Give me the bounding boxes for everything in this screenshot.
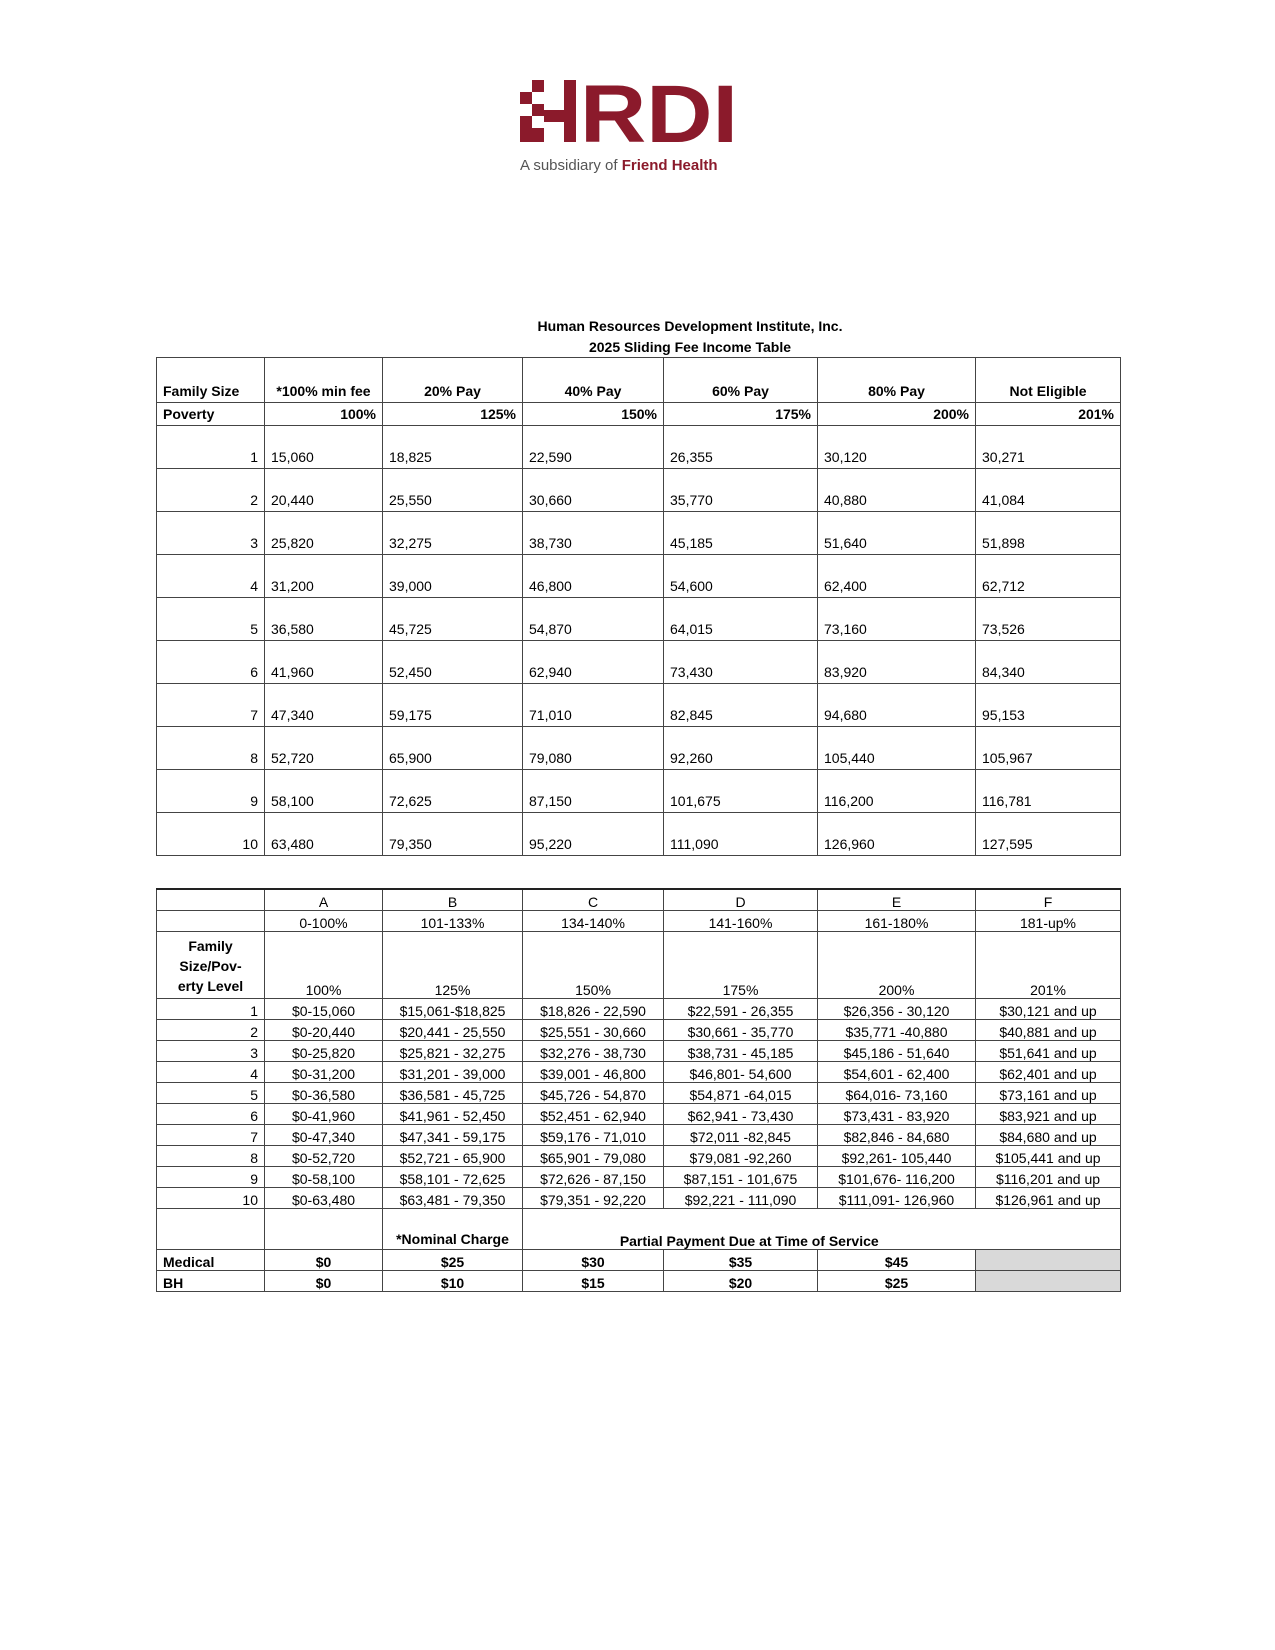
fee-range-cell: 181-up%: [976, 911, 1121, 932]
fee-range-value: $84,680 and up: [976, 1125, 1121, 1146]
poverty-level-cell: 150%: [523, 403, 664, 426]
table-row: [157, 1062, 1121, 1083]
income-cell: 72,625: [383, 770, 523, 813]
fee-range-value: $0-41,960: [265, 1104, 383, 1125]
fee-letter-cell: A: [265, 889, 383, 911]
fee-range-value: $59,176 - 71,010: [523, 1125, 664, 1146]
fee-level-cell: 100%: [265, 932, 383, 999]
fee-level-row: [157, 932, 1121, 999]
fee-range-value: $101,676- 116,200: [818, 1167, 976, 1188]
income-cell: 64,015: [664, 598, 818, 641]
income-cell: 31,200: [265, 555, 383, 598]
payment-row-label: Medical: [157, 1250, 265, 1271]
payment-amount-cell: $30: [523, 1250, 664, 1271]
fee-range-cell: 101-133%: [383, 911, 523, 932]
fee-range-value: $39,001 - 46,800: [523, 1062, 664, 1083]
income-cell: 25,820: [265, 512, 383, 555]
poverty-level-cell: 175%: [664, 403, 818, 426]
family-size-cell: 8: [157, 727, 265, 770]
fee-range-value: $0-20,440: [265, 1020, 383, 1041]
income-header-cell: *100% min fee: [265, 358, 383, 403]
income-cell: 52,720: [265, 727, 383, 770]
table-row: [157, 1188, 1121, 1209]
fee-range-value: $79,081 -92,260: [664, 1146, 818, 1167]
income-cell: 59,175: [383, 684, 523, 727]
family-size-level-label: Family Size/Pov-erty Level: [157, 932, 265, 999]
payment-amount-cell: $0: [265, 1271, 383, 1292]
family-size-cell: 2: [157, 469, 265, 512]
fee-range-value: $0-25,820: [265, 1041, 383, 1062]
empty-cell: [157, 1209, 265, 1250]
fee-range-value: $40,881 and up: [976, 1020, 1121, 1041]
fee-range-value: $92,261- 105,440: [818, 1146, 976, 1167]
fee-level-cell: 150%: [523, 932, 664, 999]
payment-amount-cell: $35: [664, 1250, 818, 1271]
table-row: [157, 469, 1121, 512]
income-cell: 25,550: [383, 469, 523, 512]
income-cell: 45,725: [383, 598, 523, 641]
payment-amount-cell: $25: [383, 1250, 523, 1271]
income-cell: 105,967: [976, 727, 1121, 770]
logo-letters: RDI: [579, 78, 738, 160]
fee-level-cell: 201%: [976, 932, 1121, 999]
fee-range-value: $25,821 - 32,275: [383, 1041, 523, 1062]
family-size-cell: 4: [157, 1062, 265, 1083]
income-header-row: [157, 358, 1121, 403]
fee-range-value: $51,641 and up: [976, 1041, 1121, 1062]
fee-range-value: $45,726 - 54,870: [523, 1083, 664, 1104]
income-cell: 111,090: [664, 813, 818, 856]
fee-range-value: $105,441 and up: [976, 1146, 1121, 1167]
income-cell: 79,350: [383, 813, 523, 856]
income-cell: 30,120: [818, 426, 976, 469]
fee-range-value: $0-47,340: [265, 1125, 383, 1146]
table-row: [157, 727, 1121, 770]
income-header-cell: 60% Pay: [664, 358, 818, 403]
fee-range-value: $63,481 - 79,350: [383, 1188, 523, 1209]
income-cell: 82,845: [664, 684, 818, 727]
fee-range-cell: 141-160%: [664, 911, 818, 932]
fee-range-value: $0-31,200: [265, 1062, 383, 1083]
table-row: [157, 1104, 1121, 1125]
family-size-cell: 3: [157, 512, 265, 555]
fee-range-value: $31,201 - 39,000: [383, 1062, 523, 1083]
income-cell: 22,590: [523, 426, 664, 469]
fee-range-value: $58,101 - 72,625: [383, 1167, 523, 1188]
document-subtitle: 2025 Sliding Fee Income Table: [588, 339, 792, 355]
income-poverty-row: [157, 403, 1121, 426]
fee-range-value: $41,961 - 52,450: [383, 1104, 523, 1125]
income-cell: 26,355: [664, 426, 818, 469]
income-cell: 47,340: [265, 684, 383, 727]
family-size-cell: 7: [157, 684, 265, 727]
poverty-level-cell: 125%: [383, 403, 523, 426]
poverty-level-cell: 100%: [265, 403, 383, 426]
poverty-level-cell: Poverty: [157, 403, 265, 426]
table-row: [157, 1041, 1121, 1062]
income-cell: 38,730: [523, 512, 664, 555]
fee-range-value: $126,961 and up: [976, 1188, 1121, 1209]
income-cell: 101,675: [664, 770, 818, 813]
family-size-cell: 10: [157, 813, 265, 856]
table-row: [157, 999, 1121, 1020]
payment-amount-cell: $15: [523, 1271, 664, 1292]
fee-range-value: $72,626 - 87,150: [523, 1167, 664, 1188]
fee-range-value: $0-36,580: [265, 1083, 383, 1104]
fee-range-value: $15,061-$18,825: [383, 999, 523, 1020]
income-cell: 116,200: [818, 770, 976, 813]
table-row: [157, 641, 1121, 684]
fee-letter-cell: F: [976, 889, 1121, 911]
fee-range-cell: 161-180%: [818, 911, 976, 932]
fee-letter-cell: C: [523, 889, 664, 911]
fee-range-value: $79,351 - 92,220: [523, 1188, 664, 1209]
family-size-cell: 1: [157, 999, 265, 1020]
income-header-cell: 20% Pay: [383, 358, 523, 403]
fee-level-cell: 200%: [818, 932, 976, 999]
family-size-cell: 2: [157, 1020, 265, 1041]
income-cell: 126,960: [818, 813, 976, 856]
fee-schedule-table: [156, 888, 1121, 1292]
table-row: [157, 813, 1121, 856]
income-cell: 32,275: [383, 512, 523, 555]
family-size-cell: 3: [157, 1041, 265, 1062]
income-cell: 35,770: [664, 469, 818, 512]
payment-row: [157, 1250, 1121, 1271]
income-cell: 79,080: [523, 727, 664, 770]
fee-range-value: $47,341 - 59,175: [383, 1125, 523, 1146]
table-row: [157, 426, 1121, 469]
fee-range-value: $32,276 - 38,730: [523, 1041, 664, 1062]
fee-range-value: $22,591 - 26,355: [664, 999, 818, 1020]
income-table: [156, 357, 1121, 856]
income-cell: 84,340: [976, 641, 1121, 684]
fee-range-value: $116,201 and up: [976, 1167, 1121, 1188]
income-cell: 18,825: [383, 426, 523, 469]
income-header-cell: 80% Pay: [818, 358, 976, 403]
table-row: [157, 598, 1121, 641]
income-cell: 73,160: [818, 598, 976, 641]
fee-range-cell: [157, 911, 265, 932]
not-applicable-cell: [976, 1271, 1121, 1292]
partial-payment-label: Partial Payment Due at Time of Service: [523, 1209, 976, 1250]
income-header-cell: Family Size: [157, 358, 265, 403]
payment-row-label: BH: [157, 1271, 265, 1292]
fee-range-cell: 134-140%: [523, 911, 664, 932]
fee-letter-cell: D: [664, 889, 818, 911]
fee-range-value: $73,161 and up: [976, 1083, 1121, 1104]
nominal-charge-row: [157, 1209, 1121, 1250]
fee-range-value: $82,846 - 84,680: [818, 1125, 976, 1146]
fee-range-value: $36,581 - 45,725: [383, 1083, 523, 1104]
fee-range-value: $52,721 - 65,900: [383, 1146, 523, 1167]
income-cell: 95,220: [523, 813, 664, 856]
income-cell: 92,260: [664, 727, 818, 770]
income-cell: 73,430: [664, 641, 818, 684]
poverty-level-cell: 201%: [976, 403, 1121, 426]
income-cell: 41,960: [265, 641, 383, 684]
table-row: [157, 770, 1121, 813]
income-cell: 20,440: [265, 469, 383, 512]
fee-range-value: $38,731 - 45,185: [664, 1041, 818, 1062]
fee-range-value: $64,016- 73,160: [818, 1083, 976, 1104]
fee-range-value: $54,601 - 62,400: [818, 1062, 976, 1083]
income-cell: 54,870: [523, 598, 664, 641]
fee-letter-cell: E: [818, 889, 976, 911]
table-row: [157, 1020, 1121, 1041]
payment-row: [157, 1271, 1121, 1292]
family-size-cell: 5: [157, 598, 265, 641]
family-size-cell: 7: [157, 1125, 265, 1146]
table-row: [157, 1125, 1121, 1146]
table-row: [157, 1167, 1121, 1188]
nominal-charge-label: *Nominal Charge: [383, 1209, 523, 1250]
table-row: [157, 555, 1121, 598]
empty-cell: [265, 1209, 383, 1250]
income-cell: 54,600: [664, 555, 818, 598]
family-size-cell: 5: [157, 1083, 265, 1104]
fee-letter-row: [157, 889, 1121, 911]
family-size-cell: 8: [157, 1146, 265, 1167]
fee-range-value: $73,431 - 83,920: [818, 1104, 976, 1125]
income-cell: 62,712: [976, 555, 1121, 598]
not-applicable-cell: [976, 1250, 1121, 1271]
fee-range-value: $0-52,720: [265, 1146, 383, 1167]
income-cell: 83,920: [818, 641, 976, 684]
table-row: [157, 684, 1121, 727]
income-cell: 51,640: [818, 512, 976, 555]
income-header-cell: 40% Pay: [523, 358, 664, 403]
family-size-cell: 4: [157, 555, 265, 598]
income-cell: 73,526: [976, 598, 1121, 641]
fee-range-value: $18,826 - 22,590: [523, 999, 664, 1020]
income-cell: 52,450: [383, 641, 523, 684]
fee-range-value: $30,661 - 35,770: [664, 1020, 818, 1041]
income-cell: 116,781: [976, 770, 1121, 813]
family-size-cell: 6: [157, 641, 265, 684]
fee-range-value: $26,356 - 30,120: [818, 999, 976, 1020]
fee-range-value: $20,441 - 25,550: [383, 1020, 523, 1041]
income-cell: 45,185: [664, 512, 818, 555]
fee-range-value: $62,401 and up: [976, 1062, 1121, 1083]
income-cell: 105,440: [818, 727, 976, 770]
payment-amount-cell: $20: [664, 1271, 818, 1292]
hrdi-logo-mark: [518, 78, 758, 178]
fee-range-value: $111,091- 126,960: [818, 1188, 976, 1209]
empty-cell: [976, 1209, 1121, 1250]
fee-range-value: $92,221 - 111,090: [664, 1188, 818, 1209]
income-cell: 46,800: [523, 555, 664, 598]
table-row: [157, 1146, 1121, 1167]
table-row: [157, 1083, 1121, 1104]
income-cell: 58,100: [265, 770, 383, 813]
income-cell: 87,150: [523, 770, 664, 813]
fee-level-cell: 125%: [383, 932, 523, 999]
document-titles: [0, 316, 1275, 358]
fee-range-value: $35,771 -40,880: [818, 1020, 976, 1041]
fee-range-cell: 0-100%: [265, 911, 383, 932]
income-cell: 51,898: [976, 512, 1121, 555]
poverty-level-cell: 200%: [818, 403, 976, 426]
family-size-cell: 10: [157, 1188, 265, 1209]
fee-range-value: $83,921 and up: [976, 1104, 1121, 1125]
fee-range-value: $0-63,480: [265, 1188, 383, 1209]
income-cell: 41,084: [976, 469, 1121, 512]
fee-range-value: $65,901 - 79,080: [523, 1146, 664, 1167]
fee-range-value: $25,551 - 30,660: [523, 1020, 664, 1041]
payment-amount-cell: $45: [818, 1250, 976, 1271]
income-cell: 94,680: [818, 684, 976, 727]
income-cell: 62,940: [523, 641, 664, 684]
document-title: Human Resources Development Institute, Inc.: [537, 318, 843, 334]
family-size-cell: 9: [157, 770, 265, 813]
income-cell: 30,271: [976, 426, 1121, 469]
income-cell: 30,660: [523, 469, 664, 512]
logo-tagline: A subsidiary of Friend Health: [519, 157, 718, 174]
fee-range-value: $0-58,100: [265, 1167, 383, 1188]
fee-range-value: $62,941 - 73,430: [664, 1104, 818, 1125]
family-size-cell: 1: [157, 426, 265, 469]
income-cell: 65,900: [383, 727, 523, 770]
income-cell: 63,480: [265, 813, 383, 856]
fee-range-row: [157, 911, 1121, 932]
fee-level-cell: 175%: [664, 932, 818, 999]
fee-range-value: $46,801- 54,600: [664, 1062, 818, 1083]
table-row: [157, 512, 1121, 555]
income-cell: 40,880: [818, 469, 976, 512]
fee-range-value: $0-15,060: [265, 999, 383, 1020]
income-cell: 15,060: [265, 426, 383, 469]
fee-range-value: $45,186 - 51,640: [818, 1041, 976, 1062]
income-cell: 95,153: [976, 684, 1121, 727]
fee-range-value: $87,151 - 101,675: [664, 1167, 818, 1188]
income-cell: 62,400: [818, 555, 976, 598]
fee-letter-cell: B: [383, 889, 523, 911]
fee-range-value: $72,011 -82,845: [664, 1125, 818, 1146]
fee-range-value: $30,121 and up: [976, 999, 1121, 1020]
income-cell: 39,000: [383, 555, 523, 598]
income-cell: 36,580: [265, 598, 383, 641]
family-size-cell: 6: [157, 1104, 265, 1125]
income-header-cell: Not Eligible: [976, 358, 1121, 403]
fee-range-value: $54,871 -64,015: [664, 1083, 818, 1104]
payment-amount-cell: $25: [818, 1271, 976, 1292]
fee-letter-cell: [157, 889, 265, 911]
income-cell: 71,010: [523, 684, 664, 727]
family-size-cell: 9: [157, 1167, 265, 1188]
fee-range-value: $52,451 - 62,940: [523, 1104, 664, 1125]
payment-amount-cell: $10: [383, 1271, 523, 1292]
hrdi-logo: [0, 78, 1275, 178]
income-cell: 127,595: [976, 813, 1121, 856]
payment-amount-cell: $0: [265, 1250, 383, 1271]
